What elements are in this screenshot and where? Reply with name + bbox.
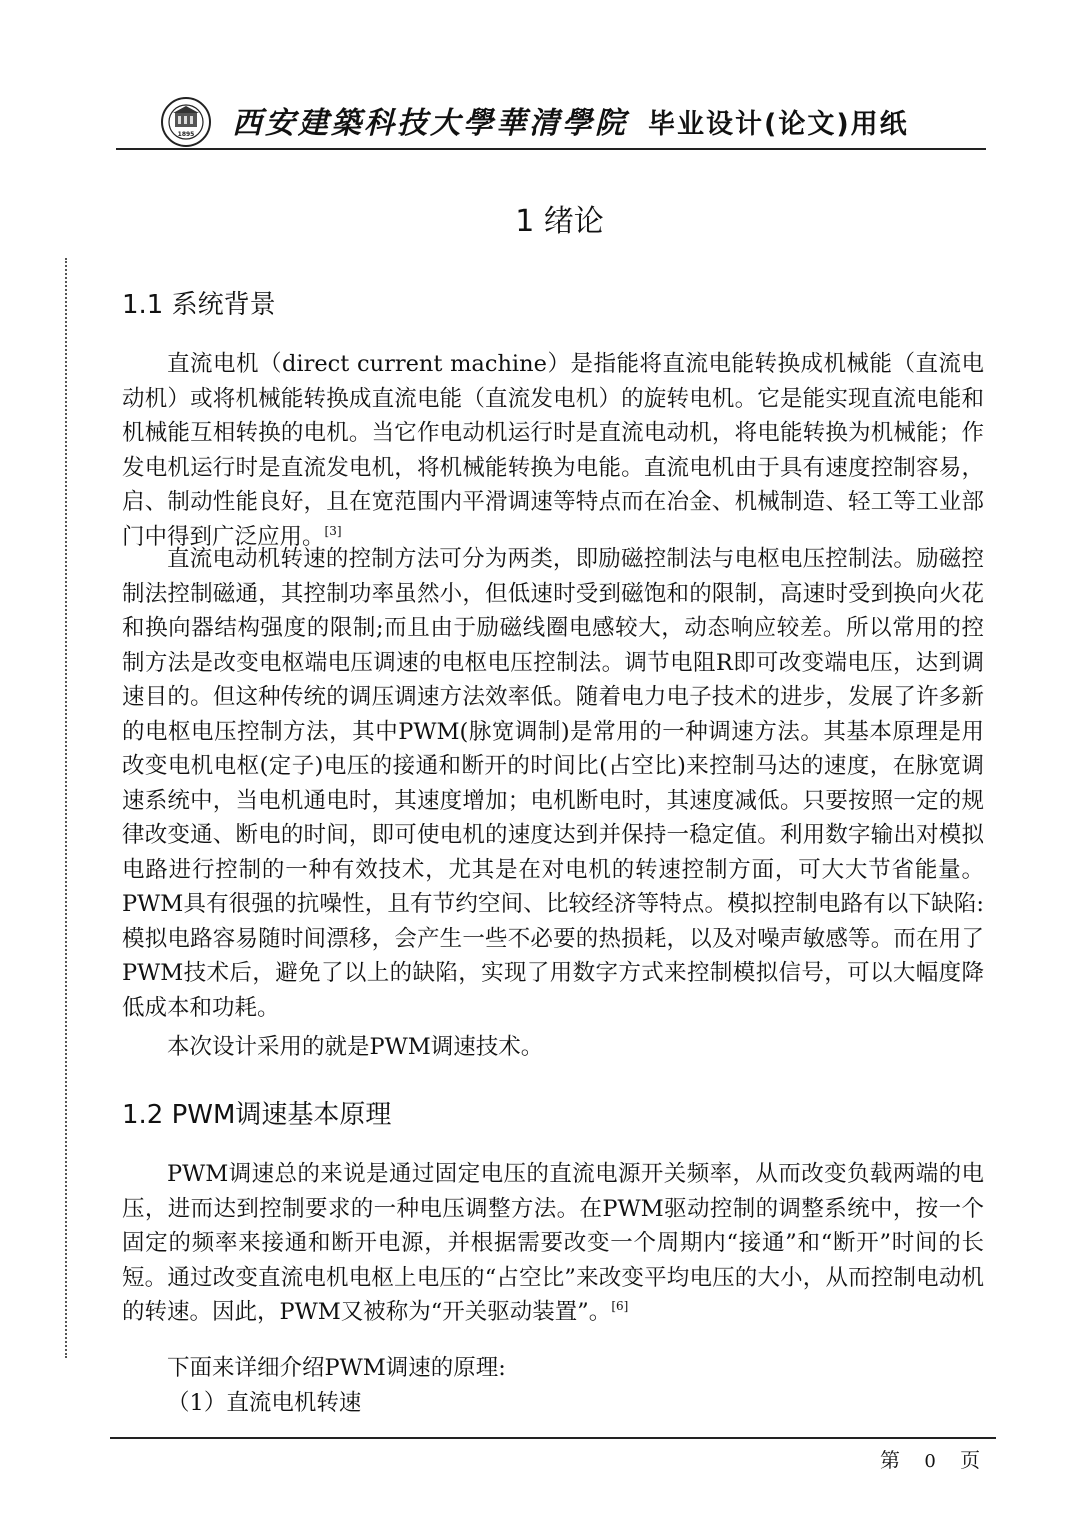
page-number-value: 0 [924,1451,936,1472]
paragraph: （1）直流电机转速 [167,1390,362,1416]
section-title-1-2: 1.2 PWM调速基本原理 [122,1100,392,1130]
university-name: 西安建築科技大學華清學院 [232,106,628,141]
university-seal-logo [160,96,212,148]
paragraph: 下面来详细介绍PWM调速的原理: [167,1355,506,1381]
paragraph: 本次设计采用的就是PWM调速技术。 [167,1034,544,1060]
page-prefix: 第 [880,1448,900,1472]
binding-line [65,258,67,1358]
citation-ref: [3] [324,523,342,538]
page-suffix: 页 [960,1448,981,1472]
chapter-title: 1 绪论 [515,204,604,239]
paper-label: 毕业设计(论文)用纸 [648,109,909,140]
section-title-1-1: 1.1 系统背景 [122,290,276,320]
seal-year: 1895 [177,131,195,138]
paragraph: 直流电动机转速的控制方法可分为两类，即励磁控制法与电枢电压控制法。励磁控制法控制磁通，其控制功率虽然小，但低速时受到磁饱和的限制，高速时受到换向火花和换向器结构强度的限制;而且由于励磁线圈电感较大，动态响应较差。所以常用的控制方法是改变电枢端电压调速的电枢电压控制法。调节电阻R即可改变端电压，达到调速目的。但这种传统的调压调速方法效率低。随着电力电子技术的进步，发展了许多新的电枢电压控制方法，其中PWM(脉宽调制)是常用的一种调速方法。其基本原理是用改变电机电枢(定子)电压的接通和断开的时间比(占空比)来控制马达的速度，在脉宽调速系统中，当电机通电时，其速度增加；电机断电时，其速度减低。只要按照一定的规律改变通、断电的时间，即可使电机的速度达到并保持一稳定值。利用数字输出对模拟电路进行控制的一种有效技术，尤其是在对电机的转速控制方面，可大大节省能量。PWM具有很强的抗噪性，且有节约空间、比较经济等特点。模拟控制电路有以下缺陷:模拟电路容易随时间漂移，会产生一些不必要的热损耗，以及对噪声敏感等。而在用了PWM技术后，避免了以上的缺陷，实现了用数字方式来控制模拟信号，可以大幅度降低成本和功耗。 [122,546,984,1021]
header-divider [116,148,986,150]
page-header [160,96,950,146]
footer-divider [110,1437,996,1439]
paragraph: 直流电机（direct current machine）是指能将直流电能转换成机械能（直流电动机）或将机械能转换成直流电能（直流发电机）的旋转电机。它是能实现直流电能和机械能互相转换的电机。当它作电动机运行时是直流电动机，将电能转换为机械能；作发电机运行时是直流发电机，将机械能转换为电能。直流电机由于具有速度控制容易，启、制动性能良好，且在宽范围内平滑调速等特点而在冶金、机械制造、轻工等工业部门中得到广泛应用。[3] [122,351,984,550]
paragraph: PWM调速总的来说是通过固定电压的直流电源开关频率，从而改变负载两端的电压，进而达到控制要求的一种电压调整方法。在PWM驱动控制的调整系统中，按一个固定的频率来接通和断开电源，并根据需要改变一个周期内“接通”和“断开”时间的长短。通过改变直流电机电枢上电压的“占空比”来改变平均电压的大小，从而控制电动机的转速。因此，PWM又被称为“开关驱动装置”。[6] [122,1161,984,1325]
citation-ref: [6] [611,1299,629,1313]
page-number [880,1444,980,1473]
